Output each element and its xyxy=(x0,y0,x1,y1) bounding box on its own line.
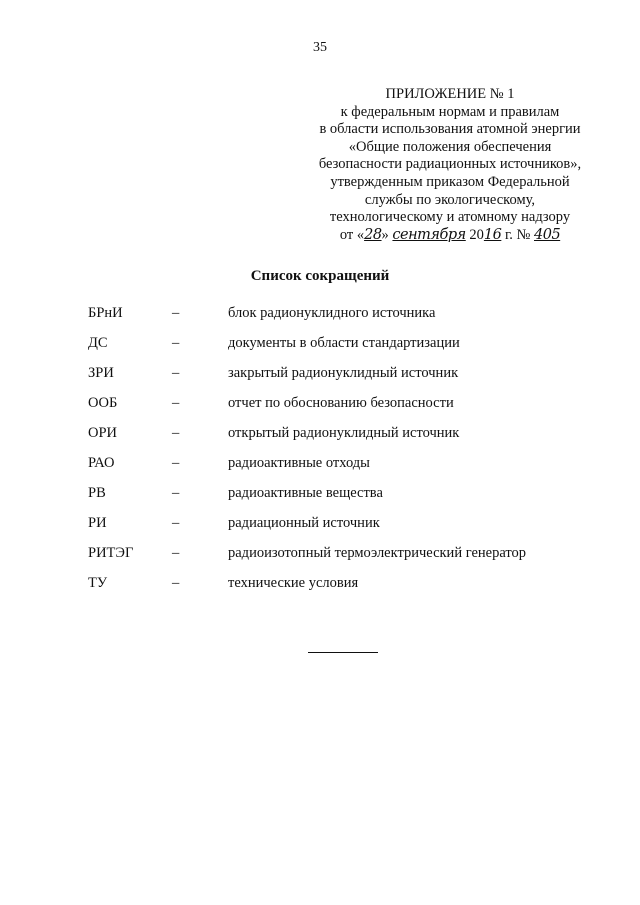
abbreviation-row xyxy=(88,485,608,515)
abbreviation-definition: открытый радионуклидный источник xyxy=(228,425,460,441)
appendix-line: технологическому и атомному надзору xyxy=(329,209,571,226)
abbreviation-definition: радиационный источник xyxy=(228,515,380,531)
abbreviation-row xyxy=(88,335,608,365)
abbreviation-definition: закрытый радионуклидный источник xyxy=(228,365,459,381)
page-number: 35 xyxy=(313,40,327,55)
abbreviation-term: ОРИ xyxy=(88,425,118,441)
appendix-line: «Общие положения обеспечения xyxy=(348,138,552,155)
handwritten-year-suffix: 16 xyxy=(483,226,502,243)
abbreviation-term: БРнИ xyxy=(88,305,123,321)
abbreviation-dash: – xyxy=(172,425,180,441)
abbreviation-dash: – xyxy=(172,365,180,381)
abbreviation-dash: – xyxy=(172,305,180,321)
abbreviation-row xyxy=(88,365,608,395)
abbreviation-term: РИТЭГ xyxy=(88,545,134,561)
appendix-block xyxy=(290,86,610,244)
abbreviation-term: ТУ xyxy=(88,575,108,591)
abbreviation-definition: технические условия xyxy=(228,575,359,591)
abbreviation-dash: – xyxy=(172,395,180,411)
abbreviation-term: РАО xyxy=(88,455,115,471)
date-prefix: от « xyxy=(339,226,365,243)
abbreviation-row xyxy=(88,575,608,605)
abbreviation-term: РВ xyxy=(88,485,106,501)
abbreviation-row xyxy=(88,455,608,485)
appendix-heading: ПРИЛОЖЕНИЕ № 1 xyxy=(385,86,515,102)
end-rule xyxy=(308,652,378,653)
abbreviation-row xyxy=(88,305,608,335)
abbreviation-definition: блок радионуклидного источника xyxy=(228,305,436,321)
order-number-label: г. № xyxy=(501,226,534,243)
appendix-line: в области использования атомной энергии xyxy=(319,121,581,138)
abbreviation-term: РИ xyxy=(88,515,107,531)
order-date-line xyxy=(290,227,610,245)
abbreviation-row xyxy=(88,545,608,575)
abbreviation-definition: отчет по обоснованию безопасности xyxy=(228,395,454,411)
appendix-line: службы по экологическому, xyxy=(364,191,536,208)
abbreviation-row xyxy=(88,425,608,455)
date-year-prefix: 20 xyxy=(465,226,484,243)
handwritten-order-number: 405 xyxy=(534,226,561,243)
abbreviation-dash: – xyxy=(172,485,180,501)
abbreviations-list xyxy=(88,305,608,605)
abbreviation-definition: радиоактивные вещества xyxy=(228,485,383,501)
abbreviation-row xyxy=(88,395,608,425)
abbreviation-dash: – xyxy=(172,545,180,561)
abbreviation-definition: радиоактивные отходы xyxy=(228,455,370,471)
handwritten-month: сентября xyxy=(392,226,466,243)
appendix-line: утвержденным приказом Федеральной xyxy=(330,173,570,190)
document-title: Список сокращений xyxy=(250,268,390,284)
appendix-line: к федеральным нормам и правилам xyxy=(340,103,560,120)
abbreviation-definition: радиоизотопный термоэлектрический генератор xyxy=(228,545,527,561)
handwritten-day: 28 xyxy=(364,226,382,243)
abbreviation-term: ЗРИ xyxy=(88,365,114,381)
abbreviation-dash: – xyxy=(172,455,180,471)
abbreviation-definition: документы в области стандартизации xyxy=(228,335,460,351)
appendix-line: безопасности радиационных источников», xyxy=(318,156,582,173)
abbreviation-term: ДС xyxy=(88,335,108,351)
abbreviation-dash: – xyxy=(172,515,180,531)
abbreviation-dash: – xyxy=(172,335,180,351)
abbreviation-dash: – xyxy=(172,575,180,591)
abbreviation-term: ООБ xyxy=(88,395,118,411)
abbreviation-row xyxy=(88,515,608,545)
date-day-close: » xyxy=(381,226,393,243)
